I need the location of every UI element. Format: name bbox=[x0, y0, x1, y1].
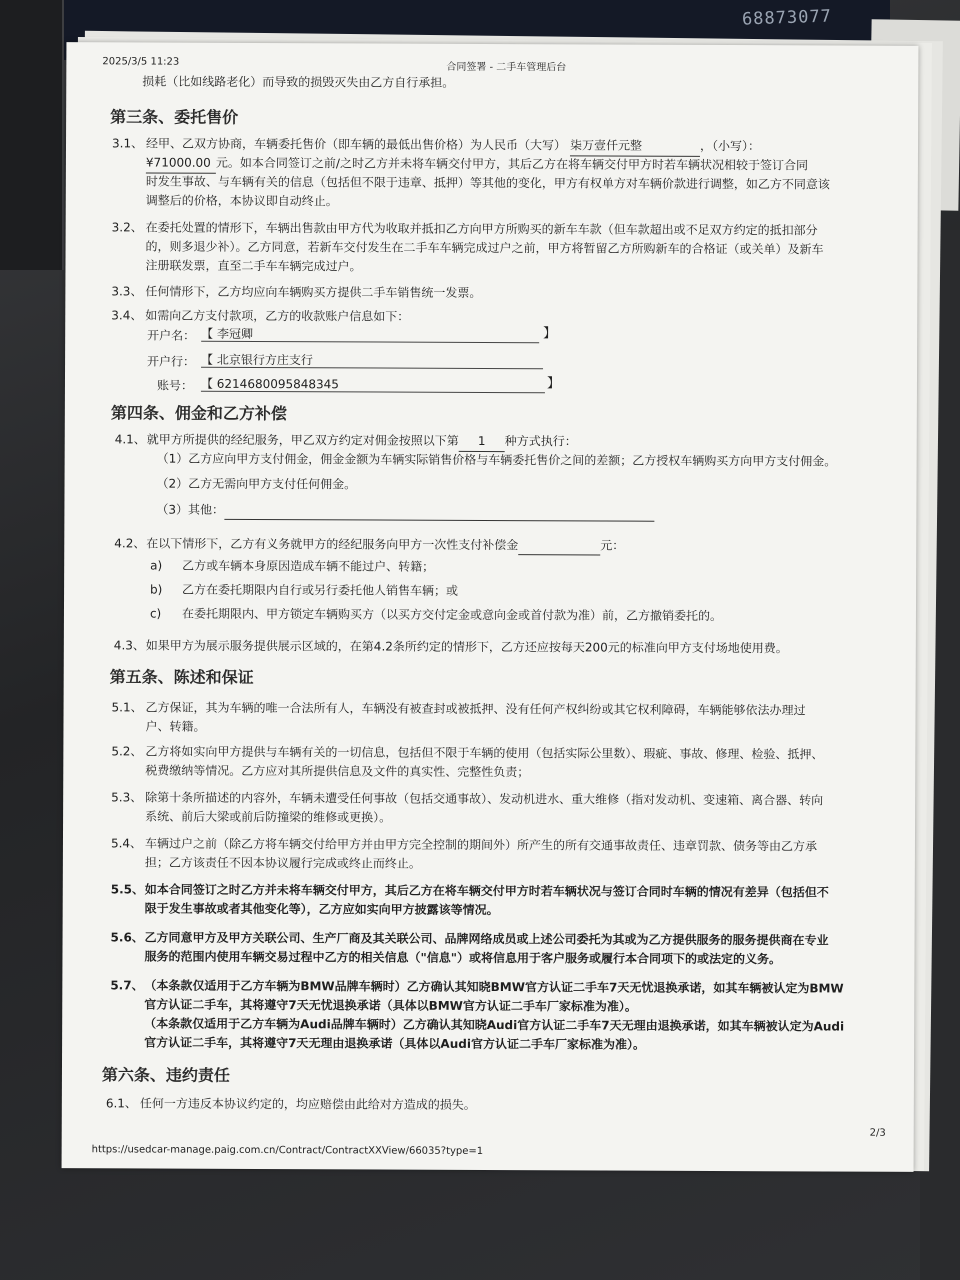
clause-number: 3.2、 bbox=[111, 220, 143, 235]
clause-number: 3.4、 bbox=[111, 308, 143, 323]
background-stamp-text: 68873077 bbox=[741, 6, 833, 30]
clause-text: 在以下情形下，乙方有义务就甲方的经纪服务向甲方一次性支付补偿金 元： bbox=[146, 534, 624, 555]
item-label: c) bbox=[149, 606, 162, 621]
account-holder-label: 开户名： bbox=[147, 328, 196, 343]
option-text: （2）乙方无需向甲方支付任何佣金。 bbox=[156, 476, 357, 492]
section-title: 第六条、违约责任 bbox=[101, 1065, 231, 1085]
item-label: a) bbox=[150, 558, 163, 573]
clause-text: 的，则多退少补）。乙方同意，若新车交付发生在二手车车辆完成过户之前，甲方将暂留乙方所购新车的合格证（或关单）及新车 bbox=[145, 239, 824, 257]
clause-text: 系统、前后大梁或前后防撞梁的维修或更换）。 bbox=[145, 809, 392, 825]
clause-number: 4.1、 bbox=[114, 432, 146, 447]
clause-text: ¥71000.00 元。如本合同签订之前/之时乙方并未将车辆交付甲方，其后乙方在将车辆交付甲方时若车辆状况相较于签订合同 bbox=[145, 155, 809, 173]
account-number-value: 6214680095848345 bbox=[216, 376, 339, 392]
clause-number: 5.1、 bbox=[111, 700, 143, 715]
clause-number: 4.2、 bbox=[114, 536, 146, 551]
clause-text: 任何情形下，乙方均应向车辆购买方提供二手车销售统一发票。 bbox=[145, 284, 482, 300]
clause-number: 3.3、 bbox=[111, 284, 143, 299]
compensation-blank bbox=[518, 540, 600, 555]
bank-value: 北京银行方庄支行 bbox=[216, 352, 313, 368]
account-number-label: 账号： bbox=[156, 378, 194, 393]
clause-text: 税费缴纳等情况。乙方应对其所提供信息及文件的真实性、完整性负责； bbox=[145, 763, 530, 780]
item-text: 乙方在委托期限内自行或另行委托他人销售车辆；或 bbox=[182, 582, 459, 598]
clause-text: （本条款仅适用于乙方车辆为BMW品牌车辆时）乙方确认其知晓BMW官方认证二手车7天无忧退换承诺，如其车辆被认定为BMW bbox=[144, 978, 844, 996]
clause-text: 经甲、乙双方协商，车辆委托售价（即车辆的最低出售价格）为人民币（大写） 柒万壹仟元整 ，（小写）： bbox=[146, 134, 760, 157]
clause-text: 注册联发票，直至二手车车辆完成过户。 bbox=[145, 258, 362, 274]
section-title: 第三条、委托售价 bbox=[110, 107, 239, 127]
bracket: 】 bbox=[543, 326, 557, 342]
clause-number: 5.5、 bbox=[110, 882, 145, 897]
bank-label: 开户行： bbox=[147, 354, 196, 369]
print-title: 合同签署 - 二手车管理后台 bbox=[446, 61, 567, 74]
clause-number: 5.4、 bbox=[110, 836, 143, 851]
commission-option: 1 bbox=[459, 432, 505, 452]
clause-text: 如果甲方为展示服务提供展示区域的，在第4.2条所约定的情形下，乙方还应按每天200元的标准向甲方支付场地使用费。 bbox=[145, 638, 788, 656]
clause-text: 担；乙方该责任不因本协议履行完成或终止而终止。 bbox=[144, 855, 421, 871]
carry-line: 损耗（比如线路老化）而导致的损毁灭失由乙方自行承担。 bbox=[142, 74, 455, 90]
bracket: 】 bbox=[546, 376, 561, 392]
background-device bbox=[0, 0, 64, 270]
section-title: 第四条、佣金和乙方补偿 bbox=[110, 403, 287, 424]
print-date: 2025/3/5 11:23 bbox=[102, 56, 180, 68]
amount-in-numbers: ¥71000.00 bbox=[146, 153, 216, 173]
clause-number: 6.1、 bbox=[105, 1096, 137, 1111]
clause-number: 4.3、 bbox=[113, 638, 145, 653]
clause-text: 服务的范围内使用车辆交易过程中乙方的相关信息（"信息"）或将信息用于客户服务或履行本合同项下的或法定的义务。 bbox=[144, 949, 782, 967]
account-holder-value: 李冠卿 bbox=[216, 326, 254, 341]
clause-text: 乙方保证，其为车辆的唯一合法所有人，车辆没有被查封或被抵押、没有任何产权纠纷或其它权利障碍，车辆能够依法办理过 bbox=[145, 700, 806, 718]
clause-text: 官方认证二手车，其将遵守7天无忧退换承诺（具体以BMW官方认证二手车厂家标准为准）。 bbox=[144, 997, 637, 1014]
item-text: 在委托期限内、甲方锁定车辆购买方（以买方交付定金或意向金或首付款为准）前，乙方撤销委托的。 bbox=[181, 606, 723, 624]
clause-text: 车辆过户之前（除乙方将车辆交付给甲方并由甲方完全控制的期间外）所产生的所有交通事故责任、违章罚款、债务等由乙方承 bbox=[144, 836, 818, 854]
footer-url: https://usedcar-manage.paig.com.cn/Contract/ContractXXView/66035?type=1 bbox=[91, 1144, 484, 1157]
page-number: 2/3 bbox=[869, 1127, 886, 1139]
clause-text: 如本合同签订之时乙方并未将车辆交付甲方，其后乙方在将车辆交付甲方时若车辆状况与签订合同时车辆的情况有差异（包括但不 bbox=[144, 882, 829, 900]
bank-field: 【 北京银行方庄支行 bbox=[201, 351, 543, 369]
clause-number: 5.3、 bbox=[111, 790, 143, 805]
item-label: b) bbox=[150, 582, 163, 597]
clause-text: 时发生事故、与车辆有关的信息（包括但不限于违章、抵押）等其他的变化，甲方有权单方对车辆价款进行调整，如乙方不同意该 bbox=[145, 174, 830, 192]
clause-text: 就甲方所提供的经纪服务，甲乙双方约定对佣金按照以下第 1 种方式执行： bbox=[147, 431, 577, 453]
clause-text: 除第十条所描述的内容外，车辆未遭受任何事故（包括交通事故）、发动机进水、重大维修（指对发动机、变速箱、离合器、转向 bbox=[145, 790, 824, 808]
contract-page bbox=[62, 42, 919, 1172]
clause-text: 如需向乙方支付款项，乙方的收款账户信息如下： bbox=[145, 308, 410, 324]
clause-text: 乙方同意甲方及甲方关联公司、生产厂商及其关联公司、品牌网络成员或上述公司委托为其或为乙方提供服务的服务提供商在专业 bbox=[144, 930, 829, 948]
clause-text: 在委托处置的情形下，车辆出售款由甲方代为收取并抵扣乙方向甲方所购买的新车车款（但车款超出或不足双方约定的抵扣部分 bbox=[145, 220, 818, 238]
section-title: 第五条、陈述和保证 bbox=[109, 667, 254, 687]
other-blank bbox=[224, 505, 654, 522]
option-text: （1）乙方应向甲方支付佣金，佣金金额为车辆实际销售价格与车辆委托售价之间的差额；乙方授权车辆购买方向甲方支付佣金。 bbox=[156, 451, 837, 469]
clause-number: 5.6、 bbox=[110, 930, 144, 945]
account-number-field: 【 6214680095848345 bbox=[201, 375, 545, 394]
account-holder-field: 【 李冠卿 bbox=[201, 325, 539, 343]
clause-text: 调整后的价格，本协议即自动终止。 bbox=[145, 193, 338, 209]
clause-text: 官方认证二手车，其将遵守7天无理由退换承诺（具体以Audi官方认证二手车厂家标准为准）。 bbox=[144, 1035, 646, 1052]
clause-number: 5.2、 bbox=[111, 744, 143, 759]
clause-text: 任何一方违反本协议约定的，均应赔偿由此给对方造成的损失。 bbox=[139, 1096, 476, 1112]
clause-number: 3.1、 bbox=[111, 136, 144, 151]
item-text: 乙方或车辆本身原因造成车辆不能过户、转籍； bbox=[182, 558, 435, 574]
clause-text: 限于发生事故或者其他变化等），乙方应如实向甲方披露该等情况。 bbox=[144, 901, 499, 918]
amount-in-words: 柒万壹仟元整 bbox=[570, 136, 700, 157]
clause-number: 5.7、 bbox=[110, 978, 144, 993]
clause-text: 户、转籍。 bbox=[145, 719, 206, 734]
clause-text: （本条款仅适用于乙方车辆为Audi品牌车辆时）乙方确认其知晓Audi官方认证二手车7天无理由退换承诺，如其车辆被认定为Audi bbox=[144, 1016, 845, 1034]
option-text: （3）其他： bbox=[156, 501, 654, 522]
clause-text: 乙方将如实向甲方提供与车辆有关的一切信息，包括但不限于车辆的使用（包括实际公里数）、瑕疵、事故、修理、检验、抵押、 bbox=[145, 744, 824, 762]
